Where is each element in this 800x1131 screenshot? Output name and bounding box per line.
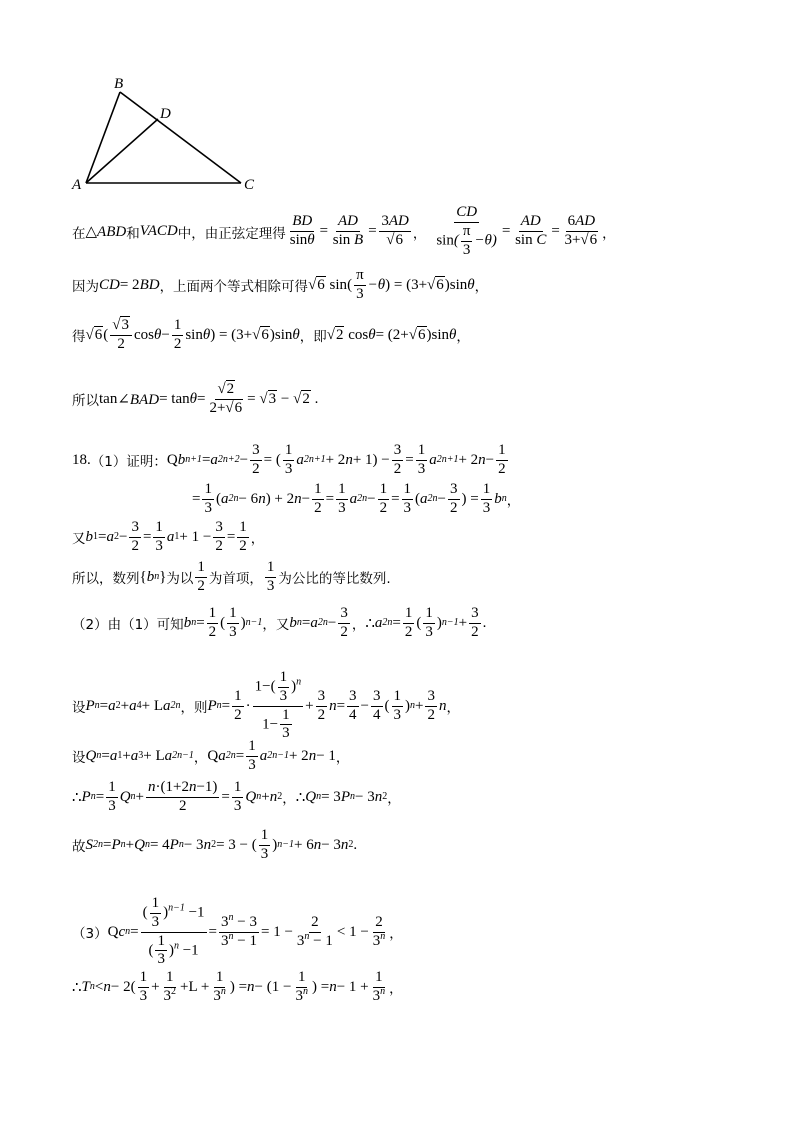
triangle-figure	[0, 0, 800, 200]
segment-AD	[86, 119, 158, 183]
line-1: 在 △ABD 和 VACD 中，由正弦定理得 $\frac{BD}{\sin\theta}$ = $\frac{AD}{\text{sin B}}$ = $\frac{3AD}{√6}$ ， CD sin( $\frac{\pi}{3}$ −θ) = $\frac{AD}{\text{sin C}}$ = $\frac{6AD}{3+√6}$ ，	[72, 204, 616, 258]
line-6: = $\frac{1}{3}$ ( a 2n − 6 n ) + 2 n − $\frac{1}{2}$ = $\frac{1}{3}$ a 2n − $\frac{1}{2}$ = $\frac{1}{3}$ ( a 2n − $\frac{3}{2}$ ) = $\frac{1}{3}$ b n ，	[192, 481, 521, 516]
line-5: 18. （1）证明： Q b n+1 = a 2n+2 − $\frac{3}{2}$ = ( $\frac{1}{3}$ a 2n+1 + 2 n + 1) − $\frac{3}{2}$ = $\frac{1}{3}$ a 2n+1 + 2 n − $\frac{1}{2}$	[72, 442, 506, 477]
line-13: 故 S 2n = P n + Q n = 4 P n − 3 n 2 = 3 − ( $\frac{1}{3}$ ) n−1 + 6 n − 3 n 2 .	[72, 827, 358, 862]
label-C: C	[244, 177, 255, 193]
line-11: 设 Q n = a 1 + a 3 + L a 2n−1 ， Q a 2n = $\frac{1}{3}$ a 2n−1 + 2 n − 1 ，	[72, 738, 350, 773]
line-4: 所以 tan ∠BAD = tan θ = $\frac{√2}{2+√6}$ = √3 − √2 .	[72, 381, 319, 416]
line-10: 设 P n = a 2 + a 4 + L a 2n ，则 P n = $\frac{1}{2}$ · 1−( $\frac{1}{3}$ )$^n$ 1− $\frac{1}{3}$ + $\frac{3}{2}$ n = $\frac{3}{4}$ − $\frac{3}{4}$ ( $\frac{1}{3}$ ) n + $\frac{3}{2}$ n ，	[72, 669, 460, 742]
line-2: 因为 CD = 2 BD ，上面两个等式相除可得 √6 sin ( $\frac{\pi}{3}$ −θ ) = (3+√6)sin θ ，	[72, 267, 489, 302]
line-7: 又 b 1 = a 2 − $\frac{3}{2}$ = $\frac{1}{3}$ a 1 + 1 − $\frac{3}{2}$ = $\frac{1}{2}$ ，	[72, 519, 265, 554]
segment-AB	[86, 92, 120, 183]
label-A: A	[72, 177, 82, 193]
label-D: D	[160, 106, 171, 122]
label-B: B	[114, 76, 124, 92]
line-3: 得 √6( $\frac{√3}{2}$ cos θ − $\frac{1}{2}$ sin θ ) = (3+√6)sin θ ，即 √2 cos θ = (2+√6)sin θ ，	[72, 317, 470, 352]
line-14: （3） Q c n = ( $\frac{1}{3}$ )$^{n-1}$ −1 ( $\frac{1}{3}$ )$^n$ −1 = $\frac{3^n - 3}{3^n - 1}$ = 1 − $\frac{2}{3^n - 1}$ < 1 − $\frac{2}{3^n}$ ，	[72, 895, 403, 968]
line-9: （2）由（1）可知 b n = $\frac{1}{2}$ ( $\frac{1}{3}$ ) n−1 ，又 b n = a 2n − $\frac{3}{2}$ ， ∴ a 2n = $\frac{1}{2}$ ( $\frac{1}{3}$ ) n−1 + $\frac{3}{2}$ .	[72, 605, 487, 640]
line-8: 所以，数列 { b n } 为以 $\frac{1}{2}$ 为首项， $\frac{1}{3}$ 为公比的等比数列.	[72, 559, 391, 594]
line-15: ∴ T n < n − 2( $\frac{1}{3}$ + $\frac{1}{3^2}$ +L + $\frac{1}{3^n}$ ) = n − (1 − $\frac{1}{3^n}$ ) = n − 1 + $\frac{1}{3^n}$ ，	[72, 969, 403, 1004]
line-12: ∴ P n = $\frac{1}{3}$ Q n + $\frac{n\cdot(1+2n-1)}{2}$ = $\frac{1}{3}$ Q n + n 2 ， ∴ Q n = 3 P n − 3 n 2 ，	[72, 779, 401, 814]
